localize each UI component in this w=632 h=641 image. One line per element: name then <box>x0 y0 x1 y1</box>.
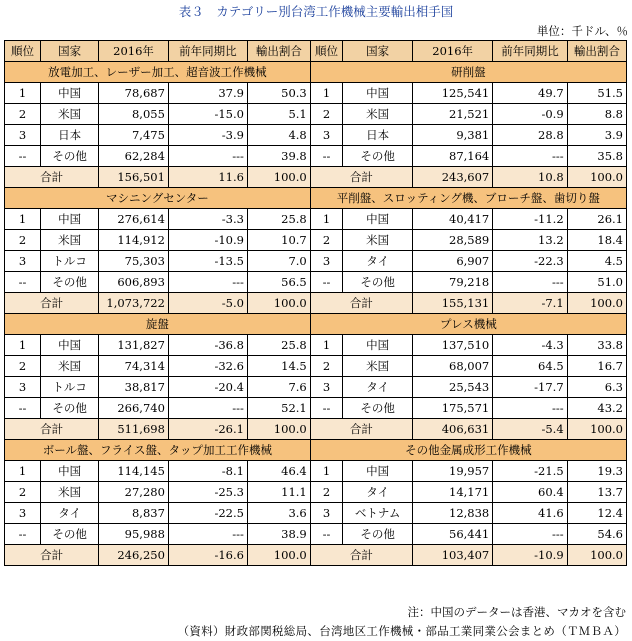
rank-cell: -- <box>5 146 41 167</box>
total-row <box>5 293 627 314</box>
rank-cell: 2 <box>310 482 343 503</box>
share-cell: 4.5 <box>567 251 626 272</box>
total-row <box>5 545 627 566</box>
section-header-row <box>5 188 627 209</box>
section-title: 平削盤、スロッティング機、ブローチ盤、歯切り盤 <box>310 188 626 209</box>
country-cell: その他 <box>343 146 413 167</box>
value-cell: 40,417 <box>413 209 493 230</box>
table-row <box>5 461 627 482</box>
value-cell: 56,441 <box>413 524 493 545</box>
share-cell: 43.2 <box>567 398 626 419</box>
total-yoy: 11.6 <box>168 167 247 188</box>
rank-cell: -- <box>5 272 41 293</box>
rank-cell: 3 <box>310 377 343 398</box>
total-row <box>5 419 627 440</box>
yoy-cell: --- <box>493 524 567 545</box>
yoy-cell: -10.9 <box>168 230 247 251</box>
table-row <box>5 482 627 503</box>
country-cell: 中国 <box>343 83 413 104</box>
yoy-cell: -8.1 <box>168 461 247 482</box>
country-cell: タイ <box>343 482 413 503</box>
share-cell: 3.9 <box>567 125 626 146</box>
table-row <box>5 356 627 377</box>
rank-cell: 1 <box>5 209 41 230</box>
share-cell: 25.8 <box>247 335 310 356</box>
table-row <box>5 251 627 272</box>
value-cell: 19,957 <box>413 461 493 482</box>
total-share: 100.0 <box>247 167 310 188</box>
total-value: 243,607 <box>413 167 493 188</box>
header-share: 輸出割合 <box>247 41 310 62</box>
yoy-cell: --- <box>168 272 247 293</box>
rank-cell: 1 <box>310 335 343 356</box>
value-cell: 8,837 <box>99 503 169 524</box>
rank-cell: 1 <box>5 461 41 482</box>
value-cell: 12,838 <box>413 503 493 524</box>
value-cell: 21,521 <box>413 104 493 125</box>
section-header-row <box>5 314 627 335</box>
total-yoy: -26.1 <box>168 419 247 440</box>
yoy-cell: -20.4 <box>168 377 247 398</box>
rank-cell: 1 <box>5 83 41 104</box>
value-cell: 8,055 <box>99 104 169 125</box>
value-cell: 27,280 <box>99 482 169 503</box>
total-yoy: -7.1 <box>493 293 567 314</box>
value-cell: 25,543 <box>413 377 493 398</box>
share-cell: 3.6 <box>247 503 310 524</box>
rank-cell: 2 <box>5 230 41 251</box>
country-cell: タイ <box>41 503 99 524</box>
yoy-cell: 28.8 <box>493 125 567 146</box>
value-cell: 79,218 <box>413 272 493 293</box>
total-label: 合計 <box>310 293 412 314</box>
share-cell: 10.7 <box>247 230 310 251</box>
country-cell: 中国 <box>41 83 99 104</box>
country-cell: 米国 <box>41 104 99 125</box>
yoy-cell: -22.5 <box>168 503 247 524</box>
share-cell: 7.6 <box>247 377 310 398</box>
total-share: 100.0 <box>247 545 310 566</box>
yoy-cell: 64.5 <box>493 356 567 377</box>
yoy-cell: -22.3 <box>493 251 567 272</box>
total-value: 1,073,722 <box>99 293 169 314</box>
country-cell: 米国 <box>343 230 413 251</box>
table-row <box>5 377 627 398</box>
table-row <box>5 524 627 545</box>
rank-cell: 2 <box>310 356 343 377</box>
value-cell: 276,614 <box>99 209 169 230</box>
table-row <box>5 272 627 293</box>
yoy-cell: 60.4 <box>493 482 567 503</box>
share-cell: 18.4 <box>567 230 626 251</box>
rank-cell: -- <box>5 398 41 419</box>
export-table <box>4 40 627 566</box>
yoy-cell: -13.5 <box>168 251 247 272</box>
rank-cell: 3 <box>5 251 41 272</box>
rank-cell: 1 <box>310 209 343 230</box>
country-cell: トルコ <box>41 251 99 272</box>
value-cell: 7,475 <box>99 125 169 146</box>
total-share: 100.0 <box>567 545 626 566</box>
total-label: 合計 <box>5 545 99 566</box>
value-cell: 125,541 <box>413 83 493 104</box>
rank-cell: -- <box>310 398 343 419</box>
country-cell: その他 <box>41 146 99 167</box>
note-china: 注：中国のデーターは香港、マカオを含む <box>407 605 626 619</box>
value-cell: 131,827 <box>99 335 169 356</box>
rank-cell: -- <box>310 524 343 545</box>
value-cell: 137,510 <box>413 335 493 356</box>
yoy-cell: -21.5 <box>493 461 567 482</box>
value-cell: 114,145 <box>99 461 169 482</box>
total-share: 100.0 <box>247 293 310 314</box>
value-cell: 38,817 <box>99 377 169 398</box>
share-cell: 33.8 <box>567 335 626 356</box>
total-share: 100.0 <box>567 167 626 188</box>
rank-cell: 2 <box>310 104 343 125</box>
country-cell: タイ <box>343 251 413 272</box>
total-label: 合計 <box>310 167 412 188</box>
total-label: 合計 <box>310 545 412 566</box>
yoy-cell: --- <box>168 524 247 545</box>
rank-cell: 2 <box>310 230 343 251</box>
value-cell: 114,912 <box>99 230 169 251</box>
unit-label: 単位：千ドル、％ <box>536 24 628 38</box>
total-yoy: -5.4 <box>493 419 567 440</box>
share-cell: 16.7 <box>567 356 626 377</box>
total-share: 100.0 <box>247 419 310 440</box>
share-cell: 5.1 <box>247 104 310 125</box>
table-row <box>5 209 627 230</box>
yoy-cell: --- <box>168 398 247 419</box>
country-cell: トルコ <box>41 377 99 398</box>
share-cell: 39.8 <box>247 146 310 167</box>
country-cell: 米国 <box>41 230 99 251</box>
value-cell: 78,687 <box>99 83 169 104</box>
section-header-row <box>5 440 627 461</box>
header-year: 2016年 <box>99 41 169 62</box>
rank-cell: 3 <box>310 503 343 524</box>
country-cell: その他 <box>343 398 413 419</box>
country-cell: 中国 <box>343 461 413 482</box>
total-label: 合計 <box>310 419 412 440</box>
total-label: 合計 <box>5 293 99 314</box>
share-cell: 7.0 <box>247 251 310 272</box>
section-title: 旋盤 <box>5 314 311 335</box>
share-cell: 35.8 <box>567 146 626 167</box>
yoy-cell: -32.6 <box>168 356 247 377</box>
yoy-cell: --- <box>493 272 567 293</box>
total-value: 156,501 <box>99 167 169 188</box>
total-value: 103,407 <box>413 545 493 566</box>
total-label: 合計 <box>5 419 99 440</box>
header-row <box>5 41 627 62</box>
country-cell: 米国 <box>343 104 413 125</box>
total-yoy: 10.8 <box>493 167 567 188</box>
share-cell: 51.5 <box>567 83 626 104</box>
header-yoy: 前年同期比 <box>493 41 567 62</box>
total-value: 246,250 <box>99 545 169 566</box>
total-yoy: -16.6 <box>168 545 247 566</box>
rank-cell: 2 <box>5 104 41 125</box>
country-cell: 中国 <box>41 209 99 230</box>
header-country: 国家 <box>41 41 99 62</box>
table-row <box>5 125 627 146</box>
share-cell: 50.3 <box>247 83 310 104</box>
country-cell: 米国 <box>41 482 99 503</box>
section-header-row <box>5 62 627 83</box>
country-cell: 中国 <box>343 335 413 356</box>
value-cell: 68,007 <box>413 356 493 377</box>
total-value: 155,131 <box>413 293 493 314</box>
table-row <box>5 104 627 125</box>
value-cell: 14,171 <box>413 482 493 503</box>
value-cell: 62,284 <box>99 146 169 167</box>
total-share: 100.0 <box>567 419 626 440</box>
value-cell: 74,314 <box>99 356 169 377</box>
yoy-cell: --- <box>493 146 567 167</box>
value-cell: 28,589 <box>413 230 493 251</box>
country-cell: その他 <box>41 398 99 419</box>
rank-cell: 3 <box>310 251 343 272</box>
country-cell: その他 <box>41 272 99 293</box>
header-country: 国家 <box>343 41 413 62</box>
value-cell: 6,907 <box>413 251 493 272</box>
table-row <box>5 398 627 419</box>
yoy-cell: 41.6 <box>493 503 567 524</box>
share-cell: 14.5 <box>247 356 310 377</box>
country-cell: 中国 <box>41 461 99 482</box>
rank-cell: 3 <box>5 377 41 398</box>
table-title: 表３ カテゴリー別台湾工作機械主要輸出相手国 <box>178 4 454 19</box>
rank-cell: 1 <box>310 83 343 104</box>
share-cell: 11.1 <box>247 482 310 503</box>
rank-cell: 3 <box>310 125 343 146</box>
yoy-cell: -11.2 <box>493 209 567 230</box>
section-title: 研削盤 <box>310 62 626 83</box>
country-cell: 中国 <box>41 335 99 356</box>
total-label: 合計 <box>5 167 99 188</box>
section-title: その他金属成形工作機械 <box>310 440 626 461</box>
table-row <box>5 335 627 356</box>
country-cell: 日本 <box>343 125 413 146</box>
value-cell: 175,571 <box>413 398 493 419</box>
total-yoy: -5.0 <box>168 293 247 314</box>
table-row <box>5 83 627 104</box>
section-title: プレス機械 <box>310 314 626 335</box>
value-cell: 9,381 <box>413 125 493 146</box>
share-cell: 26.1 <box>567 209 626 230</box>
country-cell: その他 <box>343 524 413 545</box>
rank-cell: -- <box>5 524 41 545</box>
value-cell: 266,740 <box>99 398 169 419</box>
section-title: マシニングセンター <box>5 188 311 209</box>
rank-cell: 3 <box>5 125 41 146</box>
country-cell: その他 <box>343 272 413 293</box>
rank-cell: 1 <box>5 335 41 356</box>
yoy-cell: --- <box>493 398 567 419</box>
yoy-cell: -25.3 <box>168 482 247 503</box>
country-cell: ベトナム <box>343 503 413 524</box>
country-cell: 米国 <box>343 356 413 377</box>
yoy-cell: 49.7 <box>493 83 567 104</box>
section-title: ボール盤、フライス盤、タップ加工工作機械 <box>5 440 311 461</box>
yoy-cell: --- <box>168 146 247 167</box>
source-note: （資料）財政部関税総局、台湾地区工作機械・部品工業同業公会まとめ（ＴＭＢＡ） <box>177 624 626 638</box>
share-cell: 51.0 <box>567 272 626 293</box>
header-rank: 順位 <box>310 41 343 62</box>
header-rank: 順位 <box>5 41 41 62</box>
value-cell: 95,988 <box>99 524 169 545</box>
yoy-cell: 37.9 <box>168 83 247 104</box>
share-cell: 12.4 <box>567 503 626 524</box>
value-cell: 75,303 <box>99 251 169 272</box>
share-cell: 46.4 <box>247 461 310 482</box>
share-cell: 8.8 <box>567 104 626 125</box>
rank-cell: 3 <box>5 503 41 524</box>
share-cell: 4.8 <box>247 125 310 146</box>
country-cell: その他 <box>41 524 99 545</box>
yoy-cell: -36.8 <box>168 335 247 356</box>
yoy-cell: 13.2 <box>493 230 567 251</box>
country-cell: 米国 <box>41 356 99 377</box>
table-row <box>5 230 627 251</box>
total-value: 511,698 <box>99 419 169 440</box>
yoy-cell: -0.9 <box>493 104 567 125</box>
total-yoy: -10.9 <box>493 545 567 566</box>
header-year: 2016年 <box>413 41 493 62</box>
value-cell: 87,164 <box>413 146 493 167</box>
rank-cell: 2 <box>5 356 41 377</box>
country-cell: 日本 <box>41 125 99 146</box>
share-cell: 25.8 <box>247 209 310 230</box>
total-share: 100.0 <box>567 293 626 314</box>
total-row <box>5 167 627 188</box>
header-share: 輸出割合 <box>567 41 626 62</box>
share-cell: 56.5 <box>247 272 310 293</box>
total-value: 406,631 <box>413 419 493 440</box>
share-cell: 52.1 <box>247 398 310 419</box>
share-cell: 54.6 <box>567 524 626 545</box>
rank-cell: -- <box>310 272 343 293</box>
share-cell: 19.3 <box>567 461 626 482</box>
yoy-cell: -3.3 <box>168 209 247 230</box>
yoy-cell: -3.9 <box>168 125 247 146</box>
section-title: 放電加工、レーザー加工、超音波工作機械 <box>5 62 311 83</box>
share-cell: 38.9 <box>247 524 310 545</box>
share-cell: 6.3 <box>567 377 626 398</box>
value-cell: 606,893 <box>99 272 169 293</box>
rank-cell: 1 <box>310 461 343 482</box>
rank-cell: -- <box>310 146 343 167</box>
country-cell: 中国 <box>343 209 413 230</box>
yoy-cell: -15.0 <box>168 104 247 125</box>
table-row <box>5 503 627 524</box>
share-cell: 13.7 <box>567 482 626 503</box>
rank-cell: 2 <box>5 482 41 503</box>
country-cell: タイ <box>343 377 413 398</box>
table-row <box>5 146 627 167</box>
yoy-cell: -17.7 <box>493 377 567 398</box>
yoy-cell: -4.3 <box>493 335 567 356</box>
header-yoy: 前年同期比 <box>168 41 247 62</box>
